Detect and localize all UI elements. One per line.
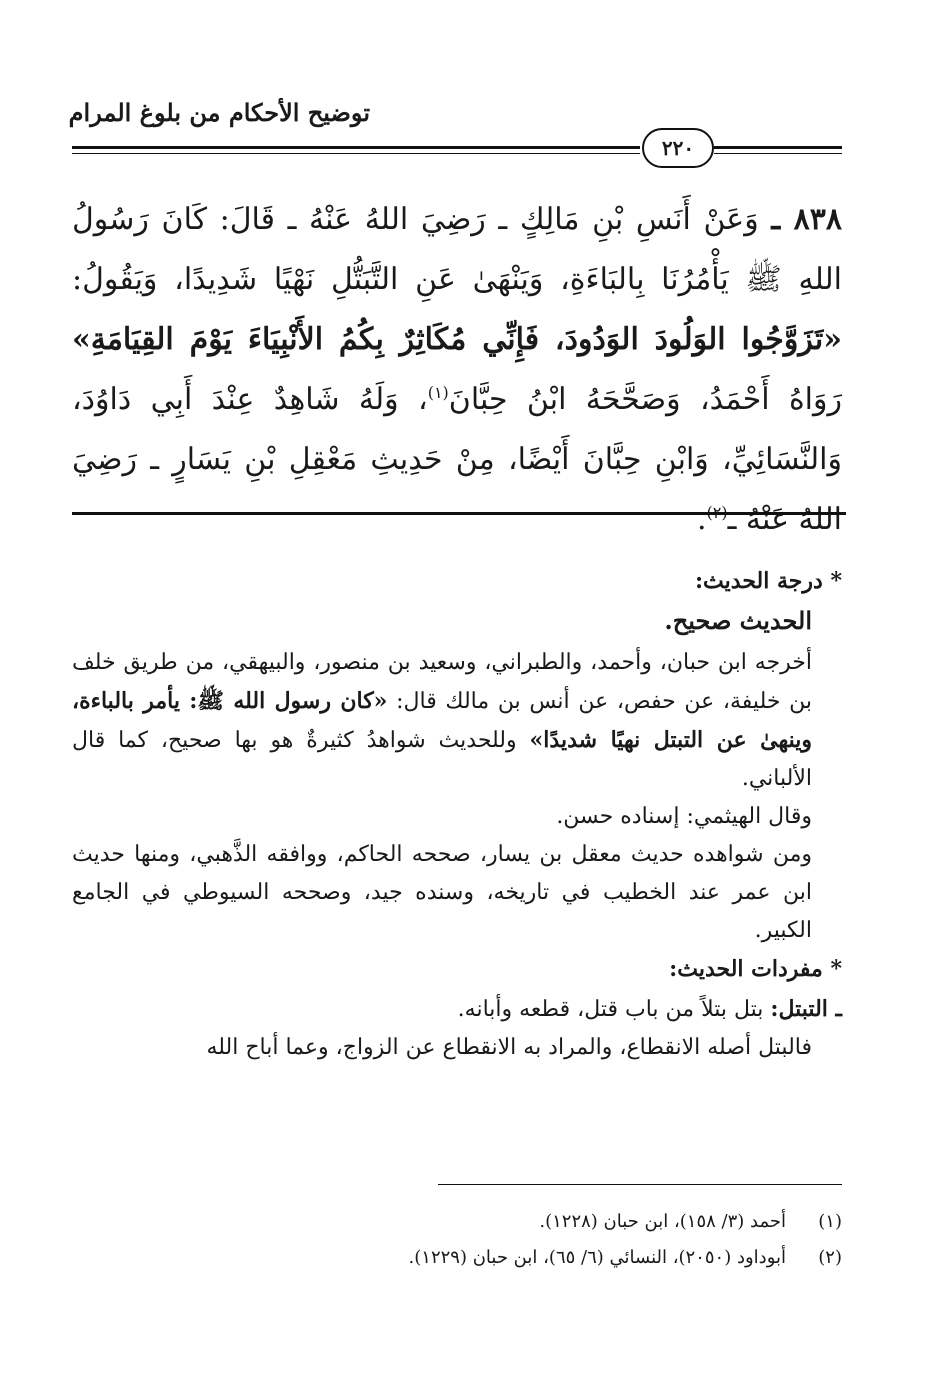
hadith-end: . [696, 502, 707, 537]
commentary-paragraph-1 [72, 644, 842, 798]
section-divider [72, 512, 846, 515]
running-title: توضيح الأحكام من بلوغ المرام [68, 98, 370, 127]
footnote-number: (١) [818, 1211, 842, 1232]
vocab-heading: * مفردات الحديث: [669, 956, 842, 982]
vocab-definition: بتل بتلاً من باب قتل، قطعه وأبانه. [457, 997, 771, 1022]
commentary [72, 562, 842, 1067]
header-rule-right [714, 146, 842, 154]
hadith-number: ٨٣٨ ـ [771, 202, 842, 237]
hadith-text [72, 190, 842, 550]
commentary-paragraph-2: وقال الهيثمي: إسناده حسن. [556, 804, 812, 829]
grade-heading: * درجة الحديث: [694, 568, 842, 594]
grade-text: الحديث صحيح. [664, 606, 812, 635]
footnote-text: أحمد (٣/ ١٥٨)، ابن حبان (١٢٢٨). [539, 1211, 786, 1232]
footnote-2 [72, 1240, 842, 1276]
vocab-entry [72, 990, 842, 1029]
paragraph-1-quote: «كان رسول الله ﷺ: يأمر بالباءة، وينهىٰ عن التبتل نهيًا شديدًا» [72, 688, 812, 753]
footnote-text: أبوداود (٢٠٥٠)، النسائي (٦/ ٦٥)، ابن حبان (١٢٢٩). [408, 1247, 786, 1268]
paragraph-1-text-a: أخرجه ابن حبان، وأحمد، والطبراني، وسعيد بن منصور، والبيهقي، من طريق خلف بن خليفة، عن حفص، عن أنس بن مالك قال: [72, 650, 813, 714]
hadith-quote: «تَزَوَّجُوا الوَلُودَ الوَدُودَ، فَإِنِّي مُكَاثِرٌ بِكُمُ الأَنْبِيَاءَ يَوْمَ القِيَامَةِ» [72, 322, 842, 357]
hadith-source: رَوَاهُ أَحْمَدُ، وَصَحَّحَهُ ابْنُ حِبَّانَ [448, 382, 842, 417]
header-rule-left [72, 146, 640, 154]
footnote-1 [72, 1204, 842, 1240]
hadith-intro: وَعَنْ أَنَسِ بْنِ مَالِكٍ ـ رَضِيَ اللهُ عَنْهُ ـ قَالَ: كَانَ رَسُولُ اللهِ ﷺ يَأْمُرُنَا بِالبَاءَةِ، وَيَنْهَىٰ عَنِ التَّبَتُّلِ نَهْيًا شَدِيدًا، وَيَقُولُ: [72, 202, 842, 297]
page-number: ٢٢٠ [642, 128, 714, 168]
vocab-term: ـ التبتل: [770, 996, 842, 1022]
commentary-paragraph-4: فالبتل أصله الانقطاع، والمراد به الانقطاع عن الزواج، وعما أباح الله [206, 1035, 812, 1060]
commentary-paragraph-3: ومن شواهده حديث معقل بن يسار، صححه الحاكم، ووافقه الذَّهبي، ومنها حديث ابن عمر عند الخطيب في تاريخه، وسنده جيد، وصححه السيوطي في الجامع الكبير. [72, 842, 812, 943]
footnote-number: (٢) [818, 1247, 842, 1268]
footnote-rule [438, 1184, 842, 1185]
footnote-ref-2[interactable]: (٢) [706, 503, 728, 522]
footnote-ref-1[interactable]: (١) [427, 383, 449, 402]
hadith-witness: ، وَلَهُ شَاهِدٌ عِنْدَ أَبِي دَاوُدَ، وَالنَّسَائِيِّ، وَابْنِ حِبَّانَ أَيْضًا، مِنْ حَدِيثِ مَعْقِلِ بْنِ يَسَارٍ ـ رَضِيَ اللهُ عَنْهُ ـ [72, 382, 842, 537]
footnotes [72, 1204, 842, 1276]
paragraph-1-text-b: وللحديث شواهدُ كثيرةٌ هو بها صحيح، كما قال الألباني. [72, 728, 812, 791]
